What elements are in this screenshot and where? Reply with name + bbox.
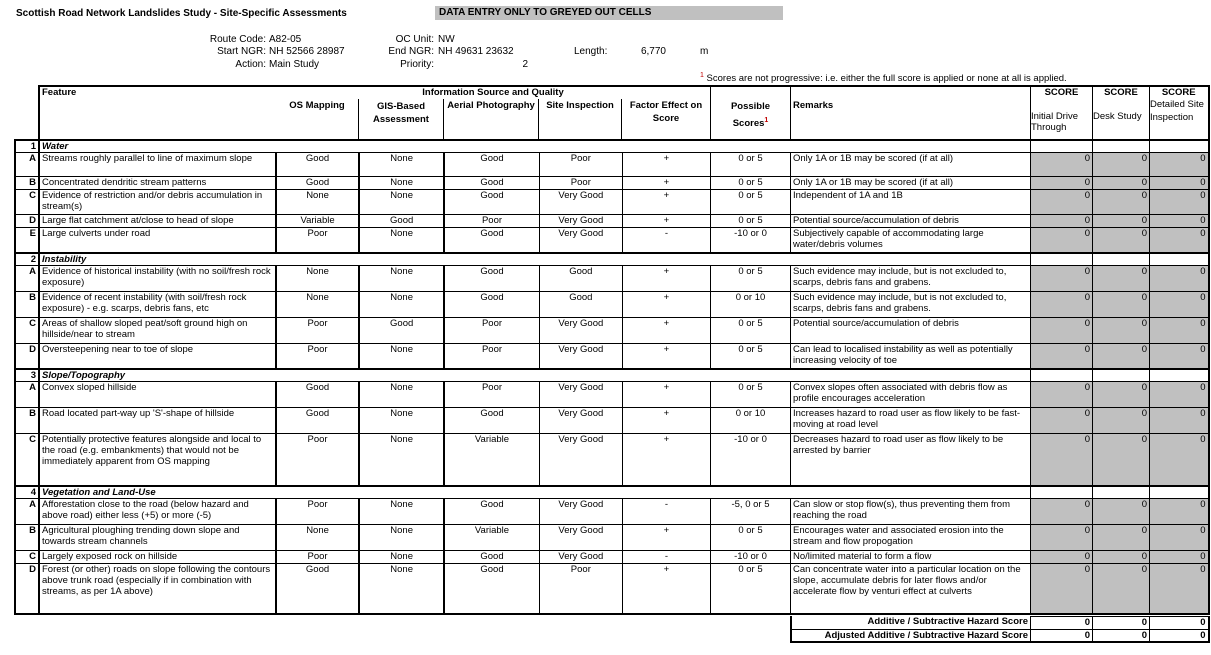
score1-input[interactable]: 0 (1031, 190, 1093, 215)
start-ngr-label: Start NGR: (217, 46, 266, 57)
score2-input[interactable]: 0 (1093, 408, 1150, 434)
section-number: 2 (15, 253, 39, 266)
section-row (15, 140, 1209, 153)
table-row (15, 343, 1209, 369)
os-mapping-cell: None (276, 190, 359, 215)
aerial-cell: Good (444, 153, 539, 177)
table-row (15, 291, 1209, 317)
os-mapping-cell: None (276, 291, 359, 317)
length-label: Length: (574, 46, 608, 57)
score1-input[interactable]: 0 (1031, 498, 1093, 524)
feature-cell: Areas of shallow sloped peat/soft ground high on hillside/near to stream (39, 317, 276, 343)
remarks-cell: Independent of 1A and 1B (791, 190, 1031, 215)
gis-cell: Good (359, 215, 444, 228)
site-cell: Very Good (539, 498, 622, 524)
score3-input[interactable]: 0 (1150, 563, 1209, 614)
possible-scores-cell: 0 or 5 (711, 563, 791, 614)
table-row (15, 550, 1209, 563)
section-title: Instability (39, 253, 1031, 266)
os-mapping-header: OS Mapping (276, 99, 359, 139)
possible-scores-cell: 0 or 5 (711, 317, 791, 343)
possible-header-mark: 1 (764, 117, 769, 124)
gis-cell: None (359, 550, 444, 563)
info-source-group (276, 86, 711, 140)
possible-scores-cell: 0 or 5 (711, 215, 791, 228)
score1-input[interactable]: 0 (1031, 434, 1093, 486)
feature-cell: Streams roughly parallel to line of maximum slope (39, 153, 276, 177)
os-mapping-cell: Poor (276, 550, 359, 563)
aerial-cell: Good (444, 265, 539, 291)
score3-sub: Detailed Site Inspection (1150, 99, 1204, 123)
factor-effect-cell: - (622, 228, 710, 253)
possible-scores-cell: 0 or 5 (711, 265, 791, 291)
section-row (15, 486, 1209, 499)
route-code-label: Route Code: (209, 34, 266, 45)
possible-scores-cell: 0 or 5 (711, 343, 791, 369)
score2-input[interactable]: 0 (1093, 317, 1150, 343)
remarks-cell: Subjectively capable of accommodating large water/debris volumes (791, 228, 1031, 253)
row-letter: C (15, 317, 39, 343)
section-title: Vegetation and Land-Use (39, 486, 1031, 499)
factor-effect-cell: + (622, 215, 710, 228)
factor-effect-cell: + (622, 382, 710, 408)
feature-cell: Largely exposed rock on hillside (39, 550, 276, 563)
total-score1: 0 (1031, 629, 1093, 642)
priority-label: Priority: (400, 59, 434, 70)
total-spacer (15, 629, 791, 642)
gis-cell: None (359, 382, 444, 408)
os-mapping-cell: Poor (276, 317, 359, 343)
score3-input[interactable]: 0 (1150, 434, 1209, 486)
score3-input[interactable]: 0 (1150, 524, 1209, 550)
factor-effect-cell: - (622, 498, 710, 524)
gis-cell: None (359, 153, 444, 177)
row-letter: B (15, 408, 39, 434)
score2-input[interactable]: 0 (1093, 382, 1150, 408)
score1-input[interactable]: 0 (1031, 343, 1093, 369)
total-spacer (15, 616, 791, 629)
length-unit: m (700, 46, 709, 57)
section-number: 3 (15, 369, 39, 382)
gis-cell: None (359, 408, 444, 434)
total-score2: 0 (1093, 629, 1150, 642)
score2-input[interactable]: 0 (1093, 177, 1150, 190)
score1-input[interactable]: 0 (1031, 524, 1093, 550)
remarks-cell: Increases hazard to road user as flow likely to be fast-moving at road level (791, 408, 1031, 434)
score2-input[interactable]: 0 (1093, 524, 1150, 550)
site-cell: Good (539, 265, 622, 291)
remarks-cell: Potential source/accumulation of debris (791, 317, 1031, 343)
score1-input[interactable]: 0 (1031, 228, 1093, 253)
score3-input[interactable]: 0 (1150, 228, 1209, 253)
aerial-cell: Good (444, 177, 539, 190)
score1-input[interactable]: 0 (1031, 177, 1093, 190)
feature-cell: Convex sloped hillside (39, 382, 276, 408)
score2-spacer (1093, 140, 1150, 153)
remarks-cell: Can concentrate water into a particular location on the slope, accumulate debris for later flows and/or accelerate flow by venturi effect at culverts (791, 563, 1031, 614)
site-cell: Very Good (539, 343, 622, 369)
score2-spacer (1093, 369, 1150, 382)
gis-cell: Good (359, 317, 444, 343)
possible-scores-cell: 0 or 5 (711, 153, 791, 177)
end-ngr-value: NH 49631 23632 (438, 46, 514, 57)
feature-cell: Evidence of historical instability (with no soil/fresh rock exposure) (39, 265, 276, 291)
score3-spacer (1150, 369, 1209, 382)
possible-scores-cell: 0 or 5 (711, 177, 791, 190)
feature-cell: Afforestation close to the road (below hazard and above road) either less (+5) or more (-5) (39, 498, 276, 524)
aerial-cell: Poor (444, 382, 539, 408)
row-letter: A (15, 265, 39, 291)
score1-input[interactable]: 0 (1031, 215, 1093, 228)
site-cell: Very Good (539, 190, 622, 215)
possible-scores-cell: -10 or 0 (711, 228, 791, 253)
site-header: Site Inspection (539, 99, 622, 139)
gis-cell: None (359, 291, 444, 317)
score2-input[interactable]: 0 (1093, 190, 1150, 215)
factor-effect-cell: + (622, 177, 710, 190)
score3-input[interactable]: 0 (1150, 550, 1209, 563)
remarks-cell: Only 1A or 1B may be scored (if at all) (791, 177, 1031, 190)
aerial-cell: Variable (444, 434, 539, 486)
os-mapping-cell: Variable (276, 215, 359, 228)
factor-effect-cell: - (622, 550, 710, 563)
score2-input[interactable]: 0 (1093, 265, 1150, 291)
os-mapping-cell: Poor (276, 228, 359, 253)
feature-cell: Evidence of recent instability (with soil/fresh rock exposure) - e.g. scarps, debris fans, etc (39, 291, 276, 317)
aerial-cell: Variable (444, 524, 539, 550)
os-mapping-cell: Good (276, 177, 359, 190)
score2-input[interactable]: 0 (1093, 153, 1150, 177)
total-row (15, 616, 1209, 629)
factor-effect-cell: + (622, 317, 710, 343)
total-label: Adjusted Additive / Subtractive Hazard Score (791, 629, 1031, 642)
score1-title: SCORE (1044, 87, 1079, 98)
site-cell: Very Good (539, 408, 622, 434)
section-row (15, 369, 1209, 382)
factor-effect-cell: + (622, 265, 710, 291)
aerial-cell: Good (444, 498, 539, 524)
aerial-cell: Poor (444, 215, 539, 228)
action-label: Action: (235, 59, 266, 70)
gis-cell: None (359, 524, 444, 550)
factor-effect-cell: + (622, 291, 710, 317)
data-entry-banner: DATA ENTRY ONLY TO GREYED OUT CELLS (435, 6, 783, 20)
remarks-cell: Can lead to localised instability as well as potentially increasing velocity of toe (791, 343, 1031, 369)
gis-cell: None (359, 190, 444, 215)
feature-cell: Evidence of restriction and/or debris accumulation in stream(s) (39, 190, 276, 215)
section-row (15, 253, 1209, 266)
gis-cell: None (359, 343, 444, 369)
score1-sub: Initial Drive Through (1031, 111, 1078, 133)
possible-scores-cell: -10 or 0 (711, 434, 791, 486)
score2-input[interactable]: 0 (1093, 228, 1150, 253)
remarks-cell: Convex slopes often associated with debris flow as profile encourages acceleration (791, 382, 1031, 408)
score3-input[interactable]: 0 (1150, 190, 1209, 215)
os-mapping-cell: Good (276, 382, 359, 408)
gis-cell: None (359, 498, 444, 524)
score3-header (1150, 86, 1209, 140)
table-row (15, 563, 1209, 614)
aerial-cell: Good (444, 291, 539, 317)
feature-cell: Road located part-way up 'S'-shape of hillside (39, 408, 276, 434)
row-letter: C (15, 190, 39, 215)
end-ngr-label: End NGR: (388, 46, 434, 57)
section-title: Slope/Topography (39, 369, 1031, 382)
aerial-cell: Good (444, 190, 539, 215)
score1-header (1031, 86, 1093, 140)
score2-spacer (1093, 253, 1150, 266)
os-mapping-cell: None (276, 265, 359, 291)
info-source-header: Information Source and Quality (422, 87, 564, 98)
gis-cell: None (359, 228, 444, 253)
os-mapping-cell: Poor (276, 343, 359, 369)
score3-input[interactable]: 0 (1150, 382, 1209, 408)
aerial-header: Aerial Photography (444, 99, 539, 139)
factor-effect-cell: + (622, 408, 710, 434)
score2-sub: Desk Study (1093, 111, 1142, 122)
row-letter: B (15, 291, 39, 317)
assessment-table (14, 85, 1210, 643)
total-score2: 0 (1093, 616, 1150, 629)
gis-cell: None (359, 265, 444, 291)
aerial-cell: Good (444, 408, 539, 434)
score1-input[interactable]: 0 (1031, 153, 1093, 177)
factor-effect-cell: + (622, 343, 710, 369)
score3-spacer (1150, 140, 1209, 153)
total-row (15, 629, 1209, 642)
remarks-cell: Only 1A or 1B may be scored (if at all) (791, 153, 1031, 177)
row-letter: C (15, 434, 39, 486)
score1-input[interactable]: 0 (1031, 291, 1093, 317)
footnote (700, 72, 1067, 84)
factor-effect-cell: + (622, 434, 710, 486)
table-row (15, 382, 1209, 408)
possible-header (711, 86, 791, 140)
score1-input[interactable]: 0 (1031, 550, 1093, 563)
section-title: Water (39, 140, 1031, 153)
score3-input[interactable]: 0 (1150, 215, 1209, 228)
row-letter: D (15, 215, 39, 228)
score2-input[interactable]: 0 (1093, 498, 1150, 524)
gis-cell: None (359, 434, 444, 486)
factor-effect-cell: + (622, 524, 710, 550)
score2-input[interactable]: 0 (1093, 563, 1150, 614)
factor-effect-cell: + (622, 153, 710, 177)
row-letter: B (15, 177, 39, 190)
score1-input[interactable]: 0 (1031, 408, 1093, 434)
table-row (15, 434, 1209, 486)
factor-effect-cell: + (622, 190, 710, 215)
table-row (15, 190, 1209, 215)
row-letter: A (15, 498, 39, 524)
route-code-value: A82-05 (269, 34, 302, 45)
table-row (15, 228, 1209, 253)
total-label: Additive / Subtractive Hazard Score (791, 616, 1031, 629)
score2-input[interactable]: 0 (1093, 550, 1150, 563)
os-mapping-cell: Poor (276, 498, 359, 524)
remarks-cell: No/limited material to form a flow (791, 550, 1031, 563)
row-letter: B (15, 524, 39, 550)
total-score3: 0 (1150, 616, 1209, 629)
total-score1: 0 (1031, 616, 1093, 629)
possible-scores-cell: -10 or 0 (711, 550, 791, 563)
table-row (15, 265, 1209, 291)
site-cell: Good (539, 291, 622, 317)
row-letter: D (15, 563, 39, 614)
possible-scores-cell: 0 or 5 (711, 190, 791, 215)
gis-cell: None (359, 563, 444, 614)
site-cell: Very Good (539, 524, 622, 550)
section-number: 1 (15, 140, 39, 153)
possible-scores-cell: 0 or 10 (711, 408, 791, 434)
table-row (15, 317, 1209, 343)
score2-title: SCORE (1104, 87, 1138, 98)
site-cell: Very Good (539, 550, 622, 563)
score1-input[interactable]: 0 (1031, 317, 1093, 343)
section-number: 4 (15, 486, 39, 499)
aerial-cell: Poor (444, 343, 539, 369)
site-cell: Very Good (539, 215, 622, 228)
remarks-cell: Decreases hazard to road user as flow likely to be arrested by barrier (791, 434, 1031, 486)
score3-input[interactable]: 0 (1150, 265, 1209, 291)
row-letter: D (15, 343, 39, 369)
oc-unit-value: NW (438, 34, 455, 45)
row-letter: A (15, 382, 39, 408)
score2-input[interactable]: 0 (1093, 343, 1150, 369)
table-row (15, 408, 1209, 434)
score3-input[interactable]: 0 (1150, 177, 1209, 190)
site-cell: Very Good (539, 228, 622, 253)
row-letter: C (15, 550, 39, 563)
remarks-cell: Encourages water and associated erosion into the stream and flow propogation (791, 524, 1031, 550)
table-row (15, 524, 1209, 550)
table-row (15, 153, 1209, 177)
table-row (15, 215, 1209, 228)
score3-title: SCORE (1161, 87, 1196, 98)
score1-spacer (1031, 486, 1093, 499)
factor-header: Factor Effect on Score (629, 100, 703, 124)
os-mapping-cell: Good (276, 408, 359, 434)
score2-header (1093, 86, 1150, 140)
site-cell: Very Good (539, 317, 622, 343)
row-letter: A (15, 153, 39, 177)
footnote-mark: 1 (700, 72, 704, 79)
aerial-cell: Good (444, 228, 539, 253)
feature-cell: Agricultural ploughing trending down slope and towards stream channels (39, 524, 276, 550)
length-value: 6,770 (640, 46, 666, 57)
score3-input[interactable]: 0 (1150, 317, 1209, 343)
site-cell: Very Good (539, 434, 622, 486)
remarks-header: Remarks (791, 86, 1031, 140)
oc-unit-label: OC Unit: (395, 34, 434, 45)
action-value: Main Study (269, 59, 320, 70)
remarks-cell: Such evidence may include, but is not excluded to, scarps, debris fans and grabens. (791, 291, 1031, 317)
score3-input[interactable]: 0 (1150, 343, 1209, 369)
score3-input[interactable]: 0 (1150, 153, 1209, 177)
feature-cell: Forest (or other) roads on slope following the contours above trunk road (especially if in combination with streams, as per 1A above) (39, 563, 276, 614)
feature-header: Feature (39, 86, 276, 140)
header-row (15, 86, 1209, 140)
site-cell: Very Good (539, 382, 622, 408)
priority-value: 2 (522, 59, 528, 70)
footnote-text: Scores are not progressive: i.e. either the full score is applied or none at all is applied. (706, 73, 1067, 85)
score3-input[interactable]: 0 (1150, 408, 1209, 434)
score2-spacer (1093, 486, 1150, 499)
possible-scores-cell: 0 or 5 (711, 524, 791, 550)
score2-input[interactable]: 0 (1093, 291, 1150, 317)
factor-effect-cell: + (622, 563, 710, 614)
score3-input[interactable]: 0 (1150, 498, 1209, 524)
score1-spacer (1031, 253, 1093, 266)
score3-spacer (1150, 253, 1209, 266)
feature-cell: Potentially protective features alongside and local to the road (e.g. embankments) that would not be immediately apparent from OS mapping (39, 434, 276, 486)
remarks-cell: Such evidence may include, but is not excluded to, scarps, debris fans and grabens. (791, 265, 1031, 291)
remarks-cell: Can slow or stop flow(s), thus preventing them from reaching the road (791, 498, 1031, 524)
score3-spacer (1150, 486, 1209, 499)
site-cell: Poor (539, 177, 622, 190)
os-mapping-cell: Good (276, 563, 359, 614)
score1-spacer (1031, 369, 1093, 382)
possible-scores-cell: 0 or 5 (711, 382, 791, 408)
gis-cell: None (359, 177, 444, 190)
feature-cell: Oversteepening near to toe of slope (39, 343, 276, 369)
aerial-cell: Poor (444, 317, 539, 343)
os-mapping-cell: None (276, 524, 359, 550)
feature-cell: Concentrated dendritic stream patterns (39, 177, 276, 190)
score2-input[interactable]: 0 (1093, 434, 1150, 486)
possible-scores-cell: -5, 0 or 5 (711, 498, 791, 524)
score2-input[interactable]: 0 (1093, 215, 1150, 228)
aerial-cell: Good (444, 563, 539, 614)
page-title: Scottish Road Network Landslides Study - Site-Specific Assessments (16, 8, 347, 19)
os-mapping-cell: Poor (276, 434, 359, 486)
site-cell: Poor (539, 153, 622, 177)
gis-header: GIS-Based Assessment (359, 99, 444, 139)
possible-scores-cell: 0 or 10 (711, 291, 791, 317)
aerial-cell: Good (444, 550, 539, 563)
score1-spacer (1031, 140, 1093, 153)
feature-cell: Large flat catchment at/close to head of slope (39, 215, 276, 228)
row-letter: E (15, 228, 39, 253)
total-score3: 0 (1150, 629, 1209, 642)
table-row (15, 498, 1209, 524)
start-ngr-value: NH 52566 28987 (269, 46, 345, 57)
remarks-cell: Potential source/accumulation of debris (791, 215, 1031, 228)
os-mapping-cell: Good (276, 153, 359, 177)
score1-input[interactable]: 0 (1031, 382, 1093, 408)
possible-header-text: Possible Scores (730, 101, 771, 130)
score3-input[interactable]: 0 (1150, 291, 1209, 317)
feature-cell: Large culverts under road (39, 228, 276, 253)
site-cell: Poor (539, 563, 622, 614)
score1-input[interactable]: 0 (1031, 563, 1093, 614)
table-row (15, 177, 1209, 190)
score1-input[interactable]: 0 (1031, 265, 1093, 291)
